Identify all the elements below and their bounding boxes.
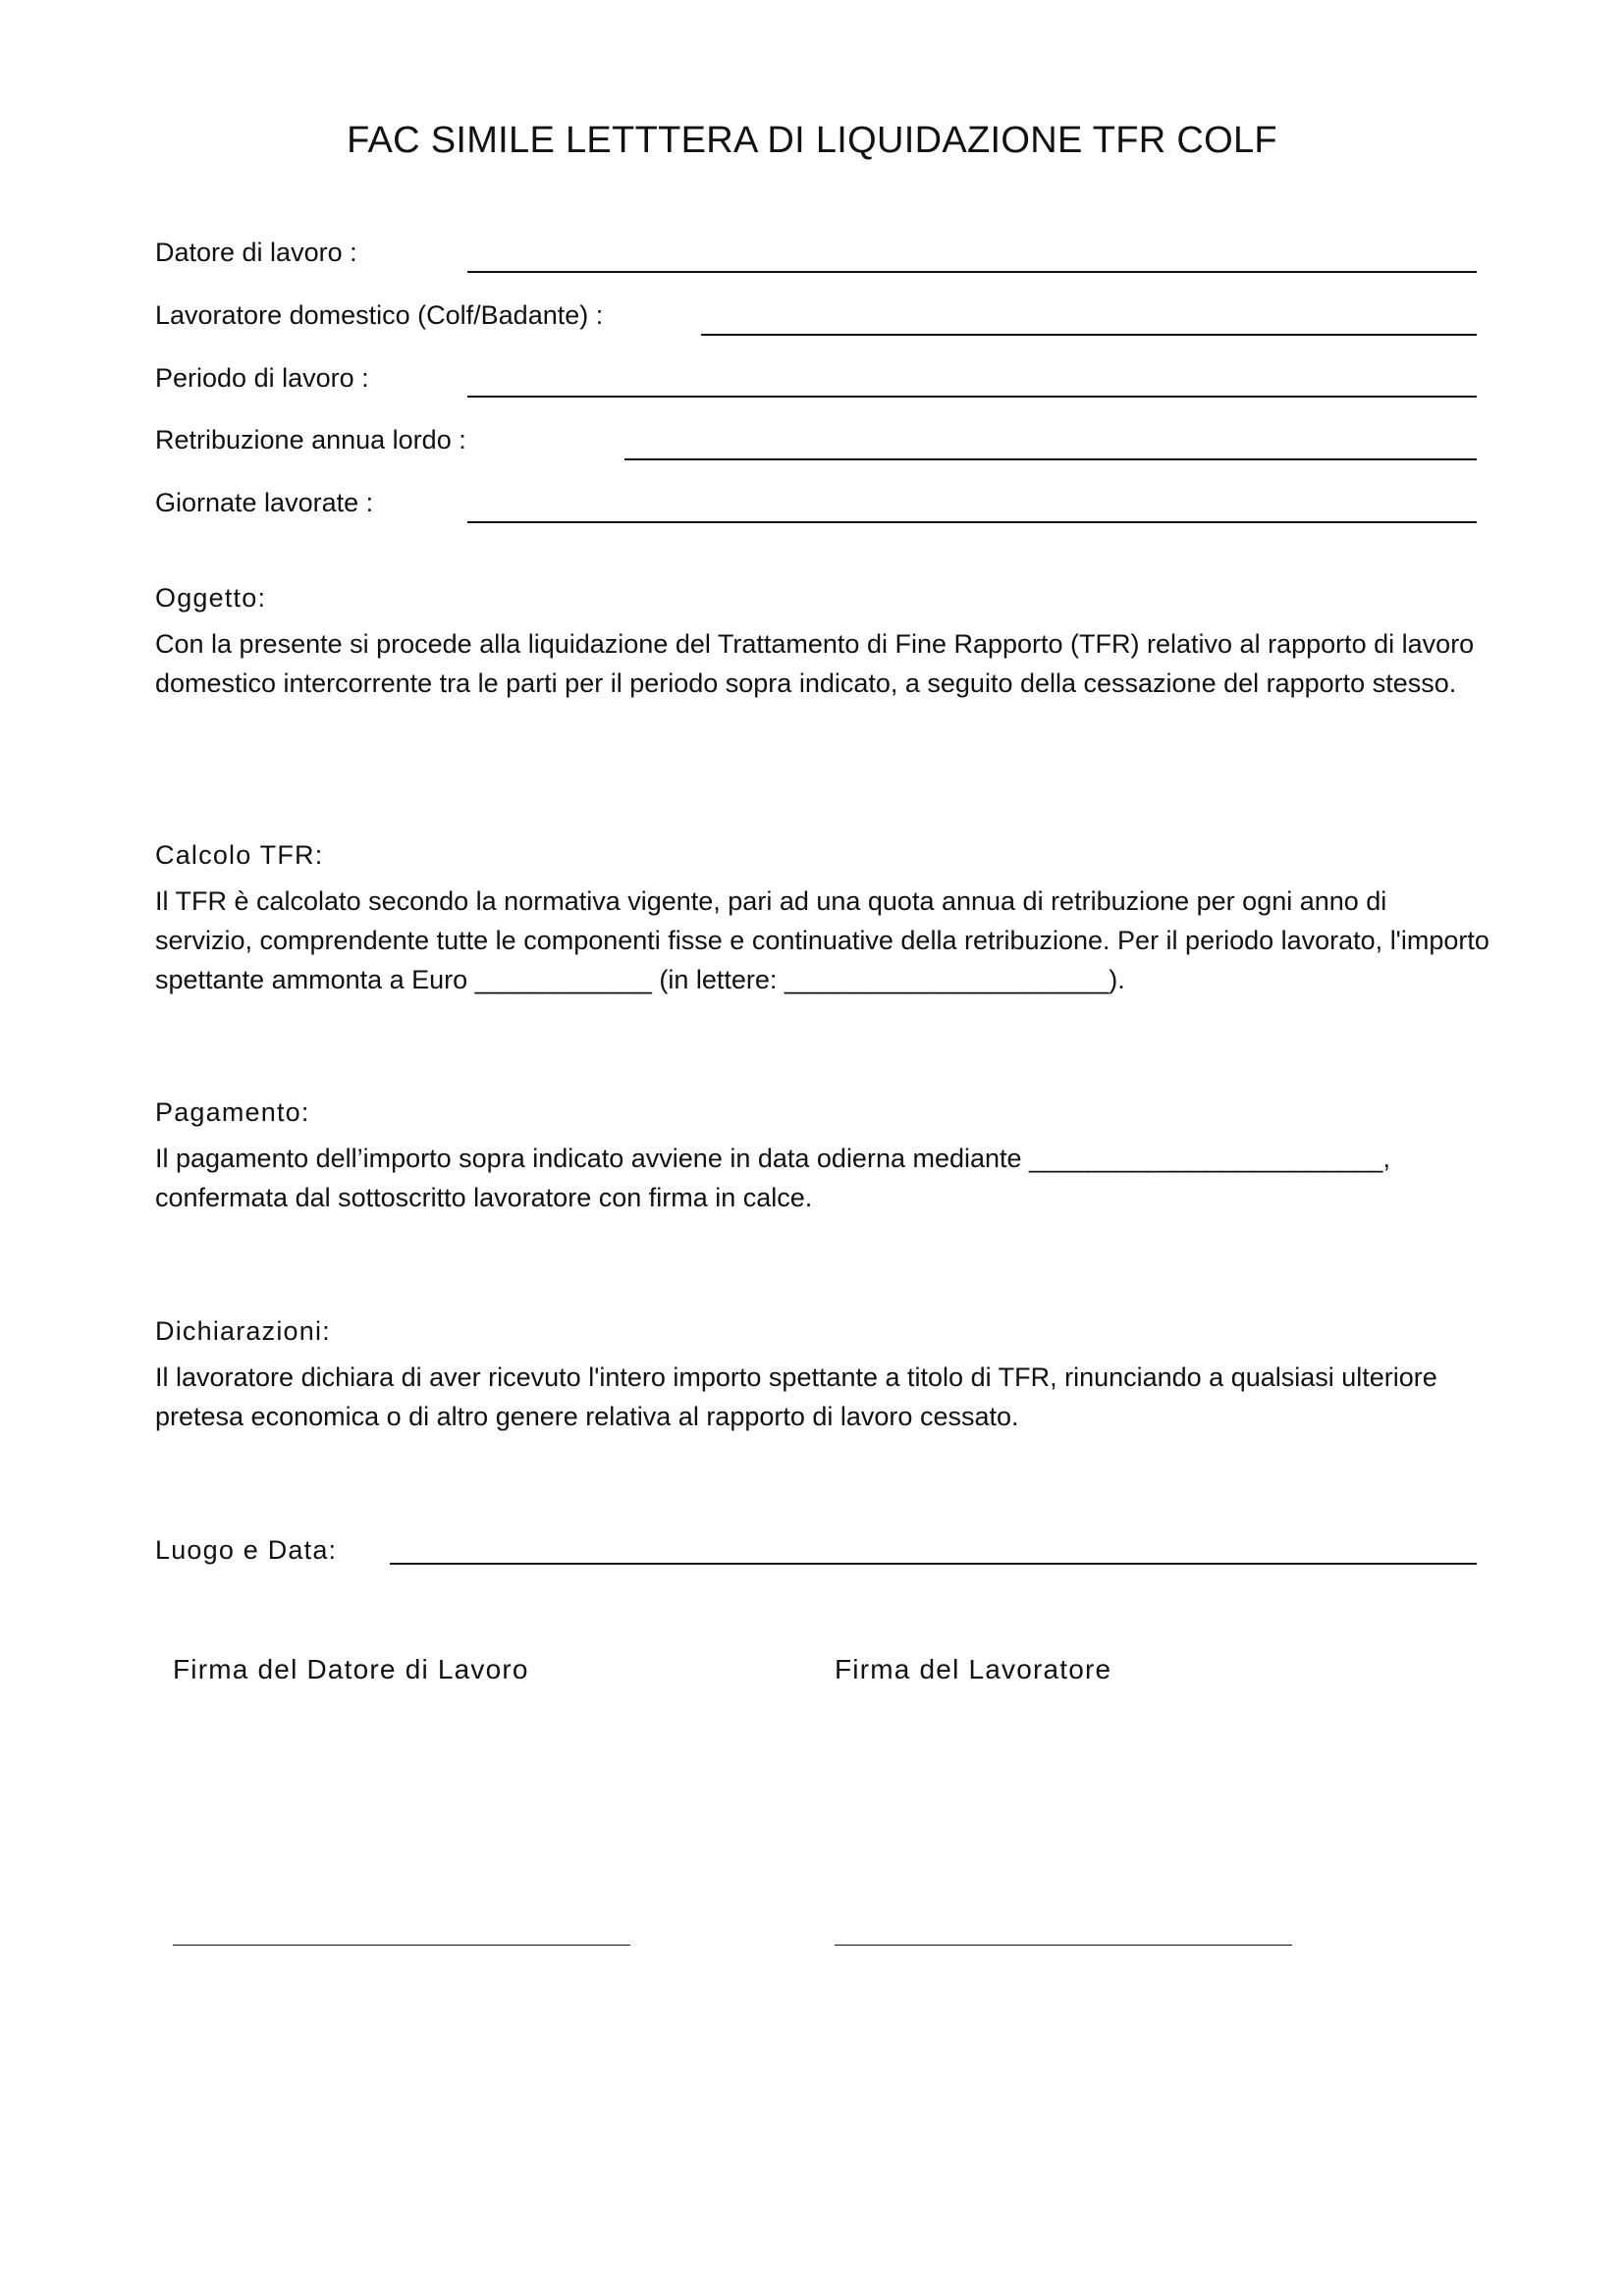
dichiarazioni-heading: Dichiarazioni: <box>155 1316 331 1346</box>
period-field-line[interactable] <box>467 396 1477 398</box>
worker-signature-line[interactable] <box>835 1945 1292 1946</box>
employer-signature-line[interactable] <box>173 1945 630 1946</box>
employer-field-line[interactable] <box>467 271 1477 273</box>
period-field-label: Periodo di lavoro : <box>155 363 369 393</box>
calcolo-heading: Calcolo TFR: <box>155 840 324 870</box>
pagamento-paragraph: Il pagamento dell’importo sopra indicato avviene in data odierna mediante ________________________, confermata dal sottoscritto lavoratore con firma in calce. <box>155 1144 1390 1212</box>
worker-field-label: Lavoratore domestico (Colf/Badante) : <box>155 300 604 330</box>
worker-signature-label: Firma del Lavoratore <box>835 1654 1112 1684</box>
employer-field-label: Datore di lavoro : <box>155 238 357 267</box>
days-field-label: Giornate lavorate : <box>155 488 374 517</box>
worker-field-line[interactable] <box>701 334 1477 336</box>
oggetto-heading: Oggetto: <box>155 583 267 613</box>
days-field-line[interactable] <box>467 521 1477 523</box>
luogo-data-line[interactable] <box>390 1563 1477 1565</box>
page-title: FAC SIMILE LETTTERA DI LIQUIDAZIONE TFR COLF <box>347 120 1277 161</box>
pagamento-heading: Pagamento: <box>155 1097 310 1127</box>
dichiarazioni-paragraph: Il lavoratore dichiara di aver ricevuto l'intero importo spettante a titolo di TFR, rinunciando a qualsiasi ulteriore pretesa economica o di altro genere relativa al rapporto di lavoro cessato. <box>155 1362 1437 1431</box>
salary-field-label: Retribuzione annua lordo : <box>155 425 466 454</box>
employer-signature-label: Firma del Datore di Lavoro <box>173 1654 529 1684</box>
calcolo-paragraph: Il TFR è calcolato secondo la normativa vigente, pari ad una quota annua di retribuzione per ogni anno di servizio, comprendente tutte le componenti fisse e continuative della retribuzione. Per il periodo lavorato, l'importo spettante ammonta a Euro ____________ (in lettere: ______________________). <box>155 886 1489 994</box>
salary-field-line[interactable] <box>624 458 1477 460</box>
luogo-data-label: Luogo e Data: <box>155 1535 338 1565</box>
oggetto-paragraph: Con la presente si procede alla liquidazione del Trattamento di Fine Rapporto (TFR) relativo al rapporto di lavoro domestico intercorrente tra le parti per il periodo sopra indicato, a seguito della cessazione del rapporto stesso. <box>155 629 1475 698</box>
